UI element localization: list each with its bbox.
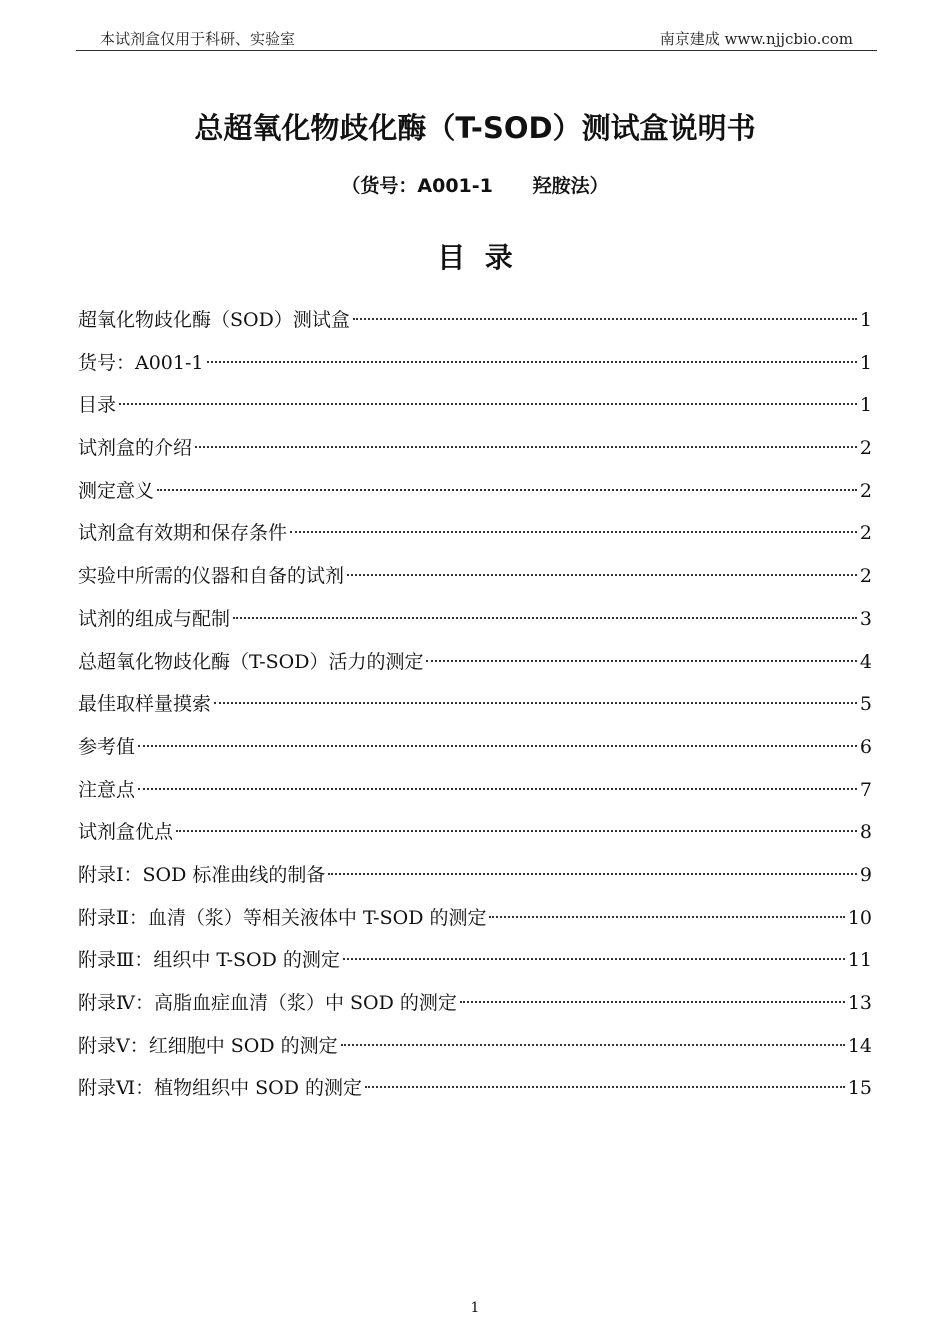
toc-entry[interactable] (78, 559, 872, 602)
toc-dot-leader (347, 574, 857, 576)
toc-entry-page: 9 (859, 863, 872, 886)
toc-entry-title: 超氧化物歧化酶（SOD）测试盒 (78, 309, 350, 331)
toc-entry-page: 2 (859, 522, 872, 545)
toc-entry[interactable] (78, 1029, 872, 1072)
toc-entry-title: 附录Ⅰ：SOD 标准曲线的制备 (78, 863, 326, 886)
toc-entry-page: 1 (859, 309, 872, 331)
toc-entry[interactable] (78, 986, 872, 1029)
toc-entry-title: 试剂的组成与配制 (78, 607, 231, 630)
toc-dot-leader (489, 916, 844, 918)
toc-entry[interactable] (78, 516, 872, 559)
toc-entry-title: 货号：A001-1 (78, 351, 204, 374)
toc-entry-page: 5 (859, 693, 872, 716)
table-of-contents (78, 303, 872, 1114)
toc-entry-title: 附录Ⅳ：高脂血症血清（浆）中 SOD 的测定 (78, 992, 457, 1014)
toc-entry-page: 15 (847, 1077, 872, 1100)
toc-dot-leader (353, 318, 857, 320)
toc-entry[interactable] (78, 474, 872, 517)
toc-entry-page: 3 (859, 607, 872, 630)
toc-entry[interactable] (78, 1071, 872, 1114)
toc-dot-leader (119, 403, 857, 405)
toc-entry-page: 8 (859, 821, 872, 844)
toc-dot-leader (328, 873, 857, 875)
toc-entry[interactable] (78, 645, 872, 688)
toc-dot-leader (233, 617, 857, 619)
toc-dot-leader (426, 660, 856, 662)
toc-entry-title: 试剂盒有效期和保存条件 (78, 522, 288, 545)
toc-entry-title: 注意点 (78, 778, 136, 801)
toc-entry-title: 参考值 (78, 735, 136, 758)
toc-entry[interactable] (78, 943, 872, 986)
toc-entry[interactable] (78, 901, 872, 944)
toc-dot-leader (365, 1086, 845, 1088)
toc-entry-title: 附录Ⅱ：血清（浆）等相关液体中 T-SOD 的测定 (78, 906, 487, 929)
toc-dot-leader (290, 531, 857, 533)
toc-dot-leader (341, 1044, 845, 1046)
toc-dot-leader (343, 958, 845, 960)
toc-entry-title: 附录Ⅵ：植物组织中 SOD 的测定 (78, 1077, 363, 1100)
toc-entry-title: 总超氧化物歧化酶（T-SOD）活力的测定 (78, 650, 424, 673)
toc-dot-leader (214, 702, 857, 704)
page-header (76, 26, 877, 51)
toc-entry-page: 1 (859, 394, 872, 417)
toc-entry-title: 测定意义 (78, 479, 155, 502)
toc-dot-leader (157, 489, 857, 491)
toc-entry[interactable] (78, 602, 872, 645)
toc-dot-leader (460, 1001, 845, 1003)
toc-entry[interactable] (78, 346, 872, 389)
toc-entry-page: 14 (847, 1034, 872, 1057)
toc-dot-leader (138, 788, 857, 790)
toc-entry-page: 1 (859, 351, 872, 374)
toc-entry[interactable] (78, 815, 872, 858)
toc-entry-page: 10 (847, 906, 872, 929)
toc-entry-page: 2 (859, 437, 872, 460)
header-disclaimer: 本试剂盒仅用于科研、实验室 (100, 30, 296, 48)
header-company: 南京建成 www.njjcbio.com (659, 30, 853, 48)
toc-entry-page: 2 (859, 565, 872, 588)
toc-dot-leader (195, 446, 857, 448)
toc-entry-title: 附录Ⅲ：组织中 T-SOD 的测定 (78, 949, 340, 972)
document-subtitle: （货号：A001-1 羟胺法） (341, 175, 609, 197)
toc-dot-leader (176, 830, 857, 832)
toc-entry[interactable] (78, 730, 872, 773)
toc-dot-leader (207, 361, 857, 363)
toc-entry[interactable] (78, 388, 872, 431)
toc-entry-title: 实验中所需的仪器和自备的试剂 (78, 565, 345, 588)
toc-entry[interactable] (78, 431, 872, 474)
document-title: 总超氧化物歧化酶（T-SOD）测试盒说明书 (194, 111, 756, 145)
toc-entry-page: 2 (859, 479, 872, 502)
toc-entry[interactable] (78, 687, 872, 730)
toc-entry-title: 附录Ⅴ：红细胞中 SOD 的测定 (78, 1034, 338, 1057)
toc-entry[interactable] (78, 773, 872, 816)
toc-entry-page: 4 (859, 650, 872, 673)
toc-entry-title: 试剂盒优点 (78, 821, 174, 844)
toc-entry-title: 试剂盒的介绍 (78, 437, 193, 460)
toc-entry[interactable] (78, 303, 872, 346)
toc-entry-title: 目录 (78, 394, 117, 417)
toc-entry-page: 6 (859, 735, 872, 758)
toc-dot-leader (138, 745, 857, 747)
toc-entry-page: 13 (847, 992, 872, 1014)
toc-entry-page: 11 (847, 949, 872, 972)
page-number: 1 (470, 1300, 480, 1316)
toc-entry[interactable] (78, 858, 872, 901)
toc-entry-page: 7 (859, 778, 872, 801)
toc-entry-title: 最佳取样量摸索 (78, 693, 212, 716)
toc-heading: 目 录 (437, 241, 513, 274)
